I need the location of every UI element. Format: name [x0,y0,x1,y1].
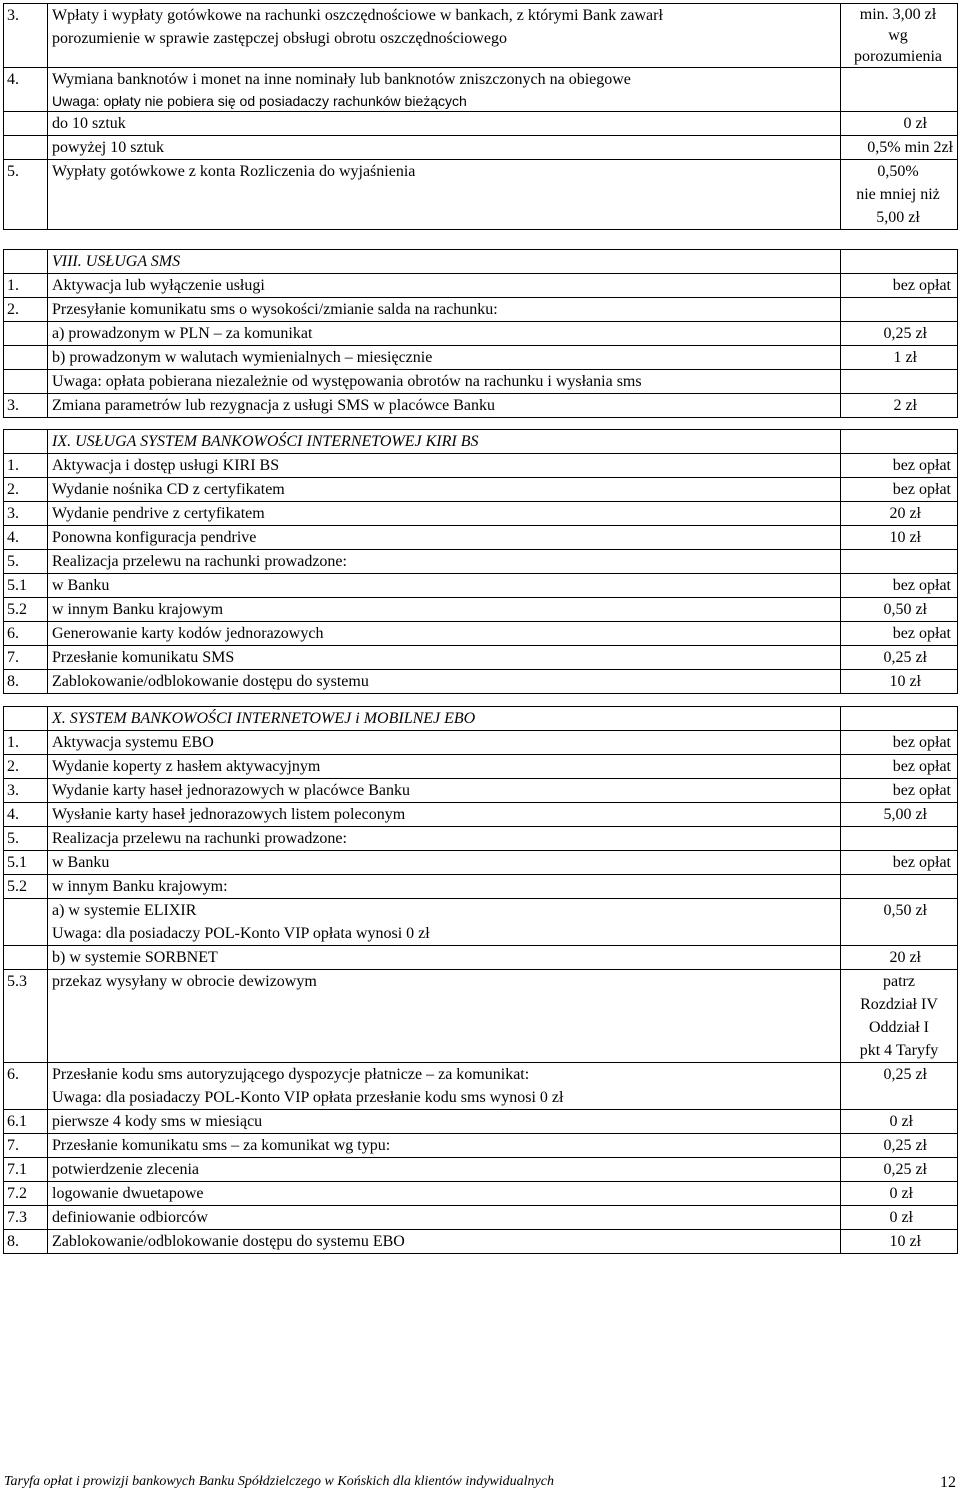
section-title: X. SYSTEM BANKOWOŚCI INTERNETOWEJ i MOBILNEJ EBO [48,707,841,731]
fee-table-ebo [3,706,958,1254]
row-label: powyżej 10 sztuk [48,136,841,160]
section-title: VIII. USŁUGA SMS [48,250,841,274]
table-row [4,112,958,136]
row-value: 0,50% nie mniej niż 5,00 zł [841,160,958,230]
table-row [4,136,958,160]
row-label: Wymiana banknotów i monet na inne nominały lub banknotów zniszczonych na obiegowe Uwaga: opłaty nie pobiera się od posiadaczy rachunków bieżących [48,68,841,112]
table-row: 3. Wydanie pendrive z certyfikatem 20 zł [4,502,958,526]
table-row: 6.1 pierwsze 4 kody sms w miesiącu 0 zł [4,1110,958,1134]
fee-table-kiri [3,429,958,694]
table-row: 3. Wydanie karty haseł jednorazowych w placówce Banku bez opłat [4,779,958,803]
row-number: 4. [4,68,48,112]
table-row: 7. Przesłanie komunikatu sms – za komunikat wg typu: 0,25 zł [4,1134,958,1158]
row-number: 5. [4,160,48,230]
table-row: 1. Aktywacja i dostęp usługi KIRI BS bez opłat [4,454,958,478]
table-row: 8. Zablokowanie/odblokowanie dostępu do systemu EBO 10 zł [4,1230,958,1254]
table-row: 3. Zmiana parametrów lub rezygnacja z usługi SMS w placówce Banku 2 zł [4,394,958,418]
row-value: 0 zł [841,112,958,136]
table-row: 5.2 w innym Banku krajowym: [4,875,958,899]
row-value [841,68,958,112]
table-row: 7.1 potwierdzenie zlecenia 0,25 zł [4,1158,958,1182]
table-row: 5.1 w Banku bez opłat [4,851,958,875]
row-label: do 10 sztuk [48,112,841,136]
table-row: 2. Przesyłanie komunikatu sms o wysokości/zmianie salda na rachunku: [4,298,958,322]
row-value: min. 3,00 zł wg porozumienia [841,4,958,68]
table-row: Uwaga: opłata pobierana niezależnie od występowania obrotów na rachunku i wysłania sms [4,370,958,394]
table-row: 2. Wydanie koperty z hasłem aktywacyjnym bez opłat [4,755,958,779]
row-label: Wpłaty i wypłaty gotówkowe na rachunki oszczędnościowe w bankach, z którymi Bank zawarł porozumienie w sprawie zastępczej obsługi obrotu oszczędnościowego [48,4,841,68]
table-row: 7. Przesłanie komunikatu SMS 0,25 zł [4,646,958,670]
table-row: 2. Wydanie nośnika CD z certyfikatem bez opłat [4,478,958,502]
table-row: b) w systemie SORBNET 20 zł [4,946,958,970]
table-row: 7.2 logowanie dwuetapowe 0 zł [4,1182,958,1206]
table-row: a) prowadzonym w PLN – za komunikat 0,25 zł [4,322,958,346]
table-row: 5. Realizacja przelewu na rachunki prowadzone: [4,550,958,574]
fee-table-top [3,3,958,230]
table-row: 7.3 definiowanie odbiorców 0 zł [4,1206,958,1230]
table-row: 5.2 w innym Banku krajowym 0,50 zł [4,598,958,622]
table-row: 5.3 przekaz wysyłany w obrocie dewizowym patrz Rozdział IV Oddział I pkt 4 Taryfy [4,970,958,1063]
table-row: 4. Wysłanie karty haseł jednorazowych listem poleconym 5,00 zł [4,803,958,827]
row-value: 0,5% min 2zł [841,136,958,160]
table-row: a) w systemie ELIXIR Uwaga: dla posiadaczy POL-Konto VIP opłata wynosi 0 zł 0,50 zł [4,899,958,946]
table-row: 6. Przesłanie kodu sms autoryzującego dyspozycje płatnicze – za komunikat: Uwaga: dla posiadaczy POL-Konto VIP opłata przesłanie kodu sms wynosi 0 zł 0,25 zł [4,1063,958,1110]
page-number: 12 [940,1474,956,1491]
section-header [4,250,958,274]
section-header [4,430,958,454]
section-title: IX. USŁUGA SYSTEM BANKOWOŚCI INTERNETOWEJ KIRI BS [48,430,841,454]
table-row: b) prowadzonym w walutach wymienialnych – miesięcznie 1 zł [4,346,958,370]
fee-table-sms [3,249,958,418]
table-row [4,160,958,230]
table-row: 1. Aktywacja lub wyłączenie usługi bez opłat [4,274,958,298]
table-row: 4. Ponowna konfiguracja pendrive 10 zł [4,526,958,550]
table-row: 8. Zablokowanie/odblokowanie dostępu do systemu 10 zł [4,670,958,694]
row-number: 3. [4,4,48,68]
table-row: 6. Generowanie karty kodów jednorazowych bez opłat [4,622,958,646]
table-row [4,68,958,112]
table-row: 1. Aktywacja systemu EBO bez opłat [4,731,958,755]
section-header [4,707,958,731]
table-row: 5. Realizacja przelewu na rachunki prowadzone: [4,827,958,851]
row-label: Wypłaty gotówkowe z konta Rozliczenia do wyjaśnienia [48,160,841,230]
page-footer: Taryfa opłat i prowizji bankowych Banku Spółdzielczego w Końskich dla klientów indywidualnych [4,1474,554,1489]
table-row [4,4,958,68]
table-row: 5.1 w Banku bez opłat [4,574,958,598]
